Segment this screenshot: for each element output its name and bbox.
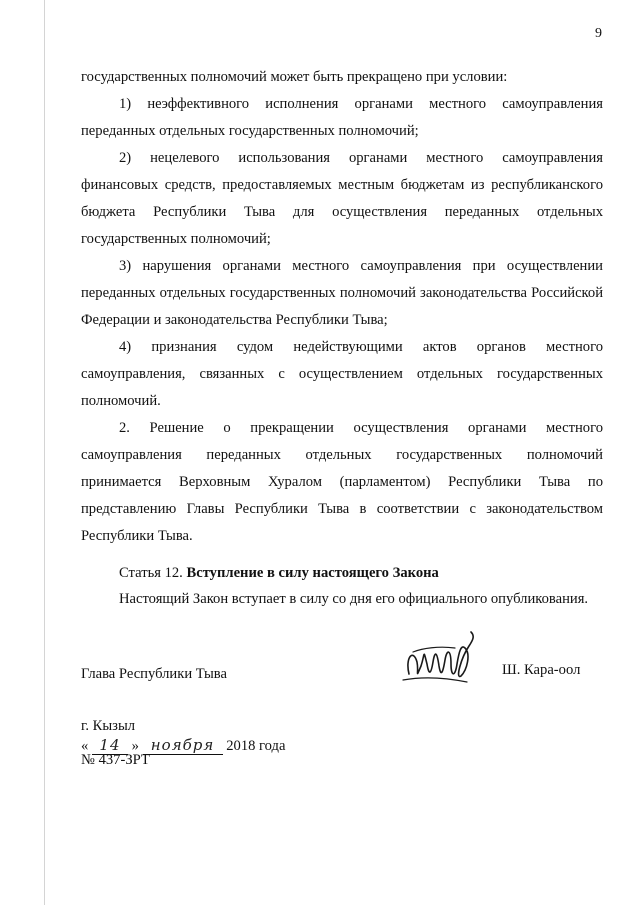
paragraph: 2. Решение о прекращении осуществления органами местного самоуправления переданных отдельных государственных полномочий принимается Верховным Хуралом (парламентом) Республики Тыва по представлению Главы Республики Тыва в соответствии с законодательством Республики Тыва.: [81, 420, 603, 544]
place-of-signing: г. Кызыл: [81, 718, 136, 734]
date-year: 2018 года: [226, 738, 286, 754]
signatory-name: Ш. Кара-оол: [502, 662, 581, 678]
date-close-quote: »: [131, 738, 139, 754]
date-month: ноября: [143, 736, 223, 755]
paragraph: 1) неэффективного исполнения органами местного самоуправления переданных отдельных государственных полномочий;: [81, 96, 603, 139]
signatory-position: Глава Республики Тыва: [81, 666, 227, 682]
date-day: 14: [92, 736, 128, 755]
paragraph: 3) нарушения органами местного самоуправления при осуществлении переданных отдельных государственных полномочий законодательства Российской Федерации и законодательства Республики Тыва;: [81, 258, 603, 328]
document-body: [81, 64, 603, 550]
binding-margin-line: [44, 0, 45, 905]
article-title: Вступление в силу настоящего Закона: [186, 565, 439, 581]
article-heading: [119, 560, 439, 587]
page-number: 9: [595, 26, 602, 41]
article-prefix: Статья 12.: [119, 565, 183, 581]
paragraph: государственных полномочий может быть прекращено при условии:: [81, 69, 508, 85]
paragraph: 4) признания судом недействующими актов органов местного самоуправления, связанных с осуществлением отдельных государственных полномочий.: [81, 339, 603, 409]
handwritten-signature: [395, 618, 485, 698]
paragraph: 2) нецелевого использования органами местного самоуправления финансовых средств, предоставляемых местным бюджетам из республиканского бюджета Республики Тыва для осуществления переданных отдельных государственных полномочий;: [81, 150, 603, 247]
date-open-quote: «: [81, 738, 89, 754]
law-number: № 437-ЗРТ: [81, 752, 150, 768]
article-text: Настоящий Закон вступает в силу со дня его официального опубликования.: [119, 591, 589, 607]
